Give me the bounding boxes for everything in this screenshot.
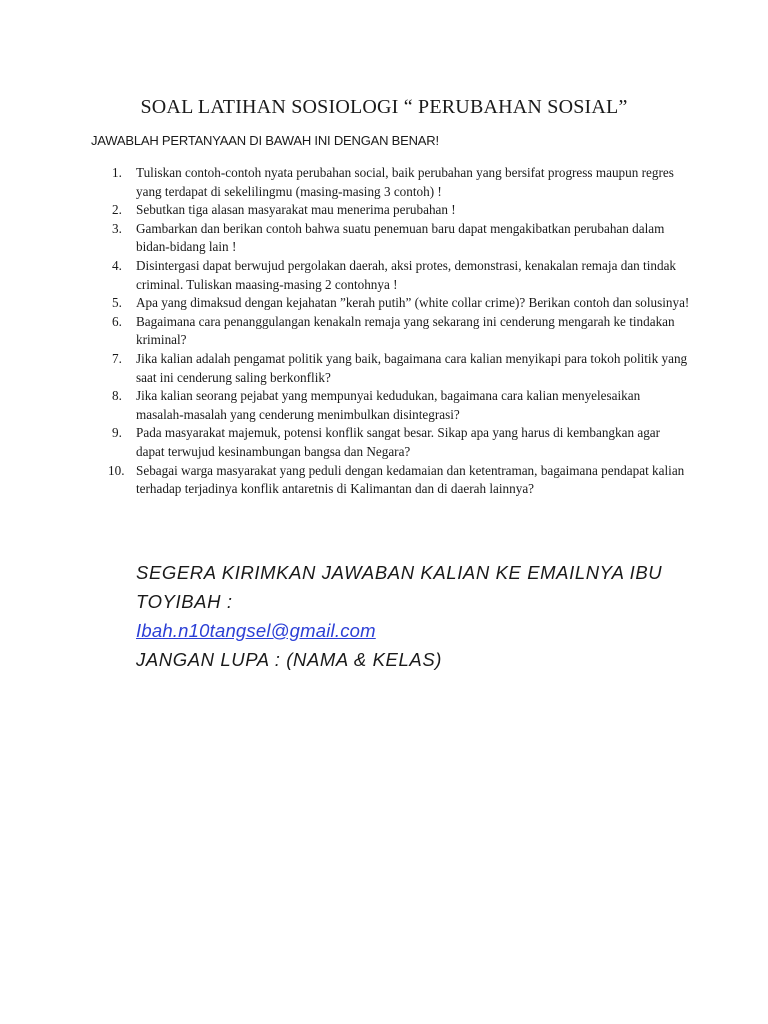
question-item <box>100 220 690 257</box>
instruction-text: JAWABLAH PERTANYAAN DI BAWAH INI DENGAN BENAR! <box>91 133 439 148</box>
question-text: Bagaimana cara penanggulangan kenakaln remaja yang sekarang ini cenderung mengarah ke tindakan kriminal? <box>136 313 675 348</box>
question-text: Tuliskan contoh-contoh nyata perubahan social, baik perubahan yang bersifat progress maupun regres yang terdapat di sekelilingmu (masing-masing 3 contoh) ! <box>136 165 674 199</box>
submission-line-1: SEGERA KIRIMKAN JAWABAN KALIAN KE EMAILNYA IBU <box>136 562 663 583</box>
question-item <box>100 313 690 350</box>
question-list <box>100 164 690 499</box>
submission-note <box>136 558 696 674</box>
question-text: Pada masyarakat majemuk, potensi konflik sangat besar. Sikap apa yang harus di kembangkan agar dapat terwujud kesinambungan bangsa dan Negara? <box>136 425 661 459</box>
question-text: Jika kalian seorang pejabat yang mempunyai kedudukan, bagaimana cara kalian menyelesaikan masalah-masalah yang cenderung menimbulkan disintegrasi? <box>136 388 641 422</box>
question-text: Gambarkan dan berikan contoh bahwa suatu penemuan baru dapat mengakibatkan perubahan dalam bidan-bidang lain ! <box>136 220 665 255</box>
question-number: 6. <box>112 313 122 329</box>
question-item <box>100 164 690 201</box>
question-item <box>100 201 690 220</box>
submission-line-2: TOYIBAH : <box>136 591 233 612</box>
question-number: 8. <box>112 388 122 404</box>
question-item <box>100 424 690 461</box>
email-link[interactable]: Ibah.n10tangsel@gmail.com <box>136 620 376 641</box>
question-text: Sebagai warga masyarakat yang peduli dengan kedamaian dan ketentraman, bagaimana pendapat kalian terhadap terjadinya konflik antaretnis di Kalimantan dan di daerah lainnya? <box>136 462 685 497</box>
question-item <box>100 387 690 424</box>
question-number: 2. <box>112 202 122 218</box>
question-number: 7. <box>112 350 122 366</box>
question-text: Jika kalian adalah pengamat politik yang baik, bagaimana cara kalian menyikapi para tokoh politik yang saat ini cenderung saling berkonflik? <box>136 350 688 385</box>
question-number: 3. <box>112 220 122 236</box>
question-number: 1. <box>112 165 122 180</box>
submission-line-3: JANGAN LUPA : (NAMA & KELAS) <box>136 649 443 670</box>
question-number: 10. <box>108 462 125 478</box>
question-item <box>100 257 690 294</box>
question-text: Sebutkan tiga alasan masyarakat mau menerima perubahan ! <box>136 202 456 218</box>
page-title: SOAL LATIHAN SOSIOLOGI “ PERUBAHAN SOSIAL” <box>140 96 628 118</box>
question-number: 5. <box>112 295 122 311</box>
question-text: Apa yang dimaksud dengan kejahatan ”kerah putih” (white collar crime)? Berikan contoh dan solusinya! <box>136 295 690 311</box>
question-item <box>100 462 690 499</box>
question-number: 4. <box>112 257 122 273</box>
question-number: 9. <box>112 425 122 441</box>
question-item <box>100 294 690 313</box>
question-text: Disintergasi dapat berwujud pergolakan daerah, aksi protes, demonstrasi, kenakalan remaja dan tindak criminal. Tuliskan maasing-masing 2 contohnya ! <box>136 257 677 292</box>
question-item <box>100 350 690 387</box>
